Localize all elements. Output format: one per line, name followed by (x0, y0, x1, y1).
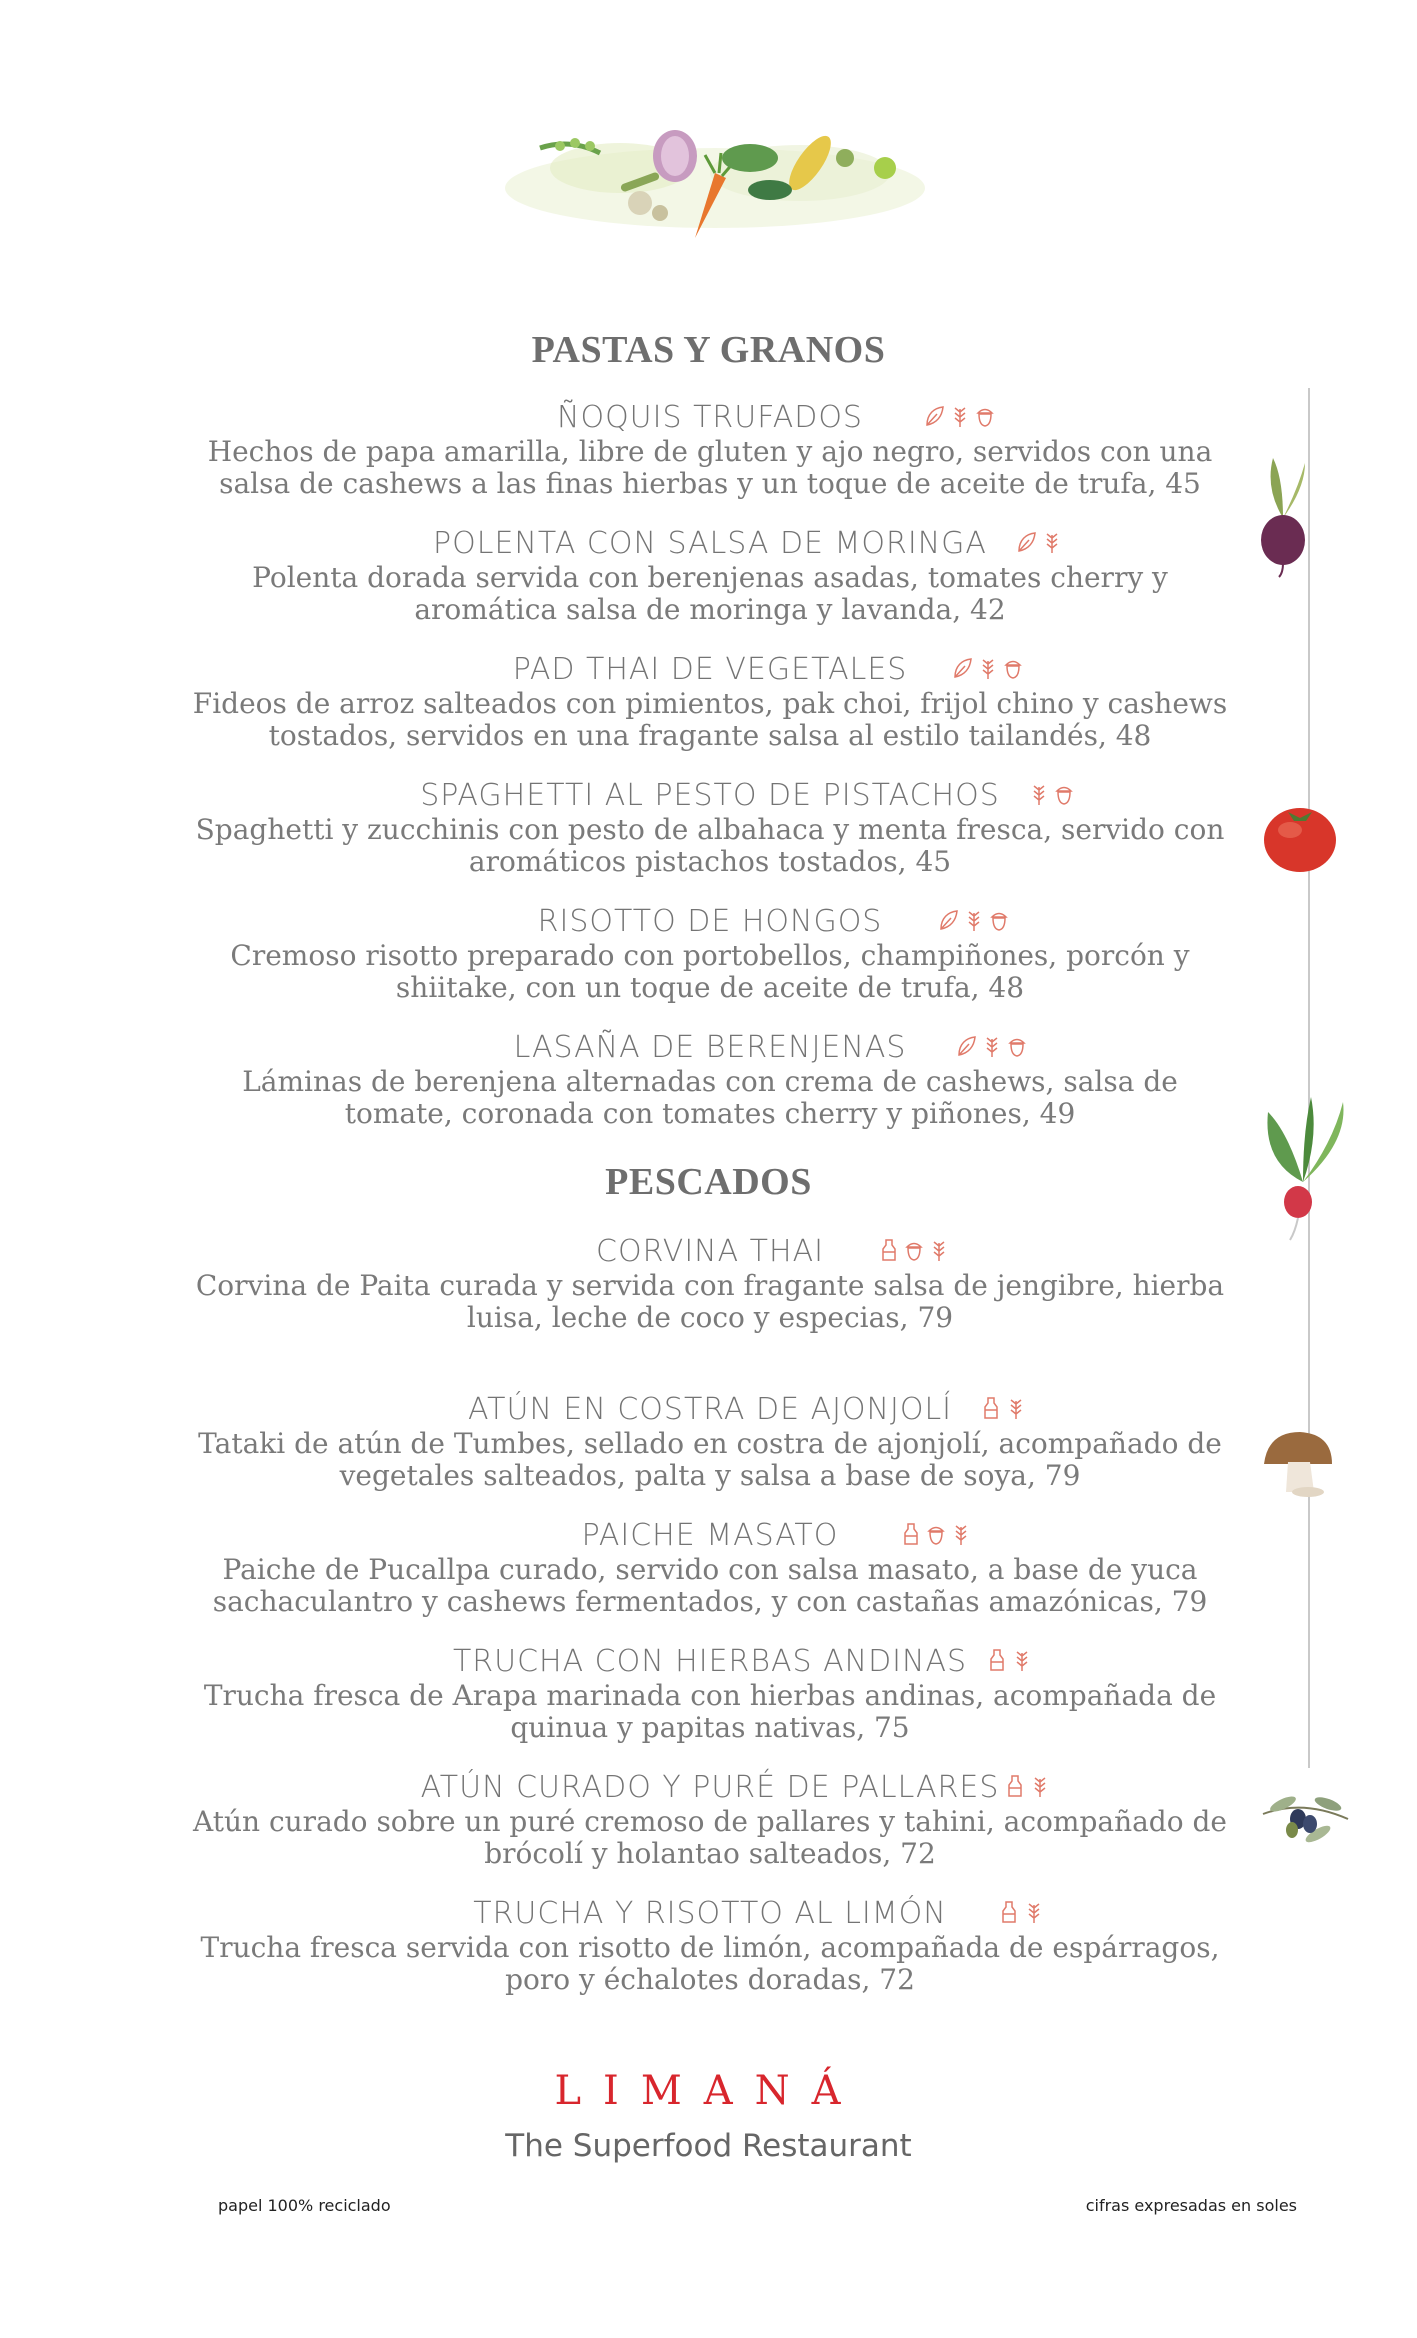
olive-branch-illustration (1258, 1764, 1353, 1864)
bottle-icon (900, 1522, 922, 1546)
dietary-icons (980, 1396, 1027, 1420)
item-name: ÑOQUIS TRUFADOS (557, 400, 863, 435)
item-name: ATÚN EN COSTRA DE AJONJOLÍ (467, 1392, 953, 1427)
dietary-icons (938, 908, 1010, 932)
item-name: PAD THAI DE VEGETALES (512, 652, 908, 687)
item-name: TRUCHA CON HIERBAS ANDINAS (452, 1644, 968, 1679)
item-description: Cremoso risotto preparado con portobellos, champiñones, porcón y shiitake, con un toque de aceite de trufa, 48 (230, 939, 1190, 1004)
item-description: Fideos de arroz salteados con pimientos, pak choi, frijol chino y cashews tostados, servidos en una fragante salsa al estilo tailandés, 48 (192, 687, 1228, 752)
nut-icon (1002, 656, 1024, 680)
bottle-icon (980, 1396, 1002, 1420)
menu-item (180, 1030, 1240, 1130)
wheat-icon (963, 908, 985, 932)
menu-item (180, 526, 1240, 626)
menu-item (180, 1896, 1240, 1996)
menu-item (180, 1392, 1240, 1492)
dietary-icons (1016, 530, 1063, 554)
wheat-icon (1023, 1900, 1045, 1924)
menu-item (180, 1770, 1240, 1870)
wheat-icon (1011, 1648, 1033, 1672)
item-name: RISOTTO DE HONGOS (537, 904, 883, 939)
wheat-icon (1029, 1774, 1051, 1798)
bottle-icon (878, 1238, 900, 1262)
wheat-icon (1028, 782, 1050, 806)
brand-logo: LIMANÁ (554, 2068, 863, 2114)
wheat-icon (950, 1522, 972, 1546)
bottle-icon (986, 1648, 1008, 1672)
leaf-icon (924, 404, 946, 428)
section-title-pastas: PASTAS Y GRANOS (531, 329, 886, 371)
nut-icon (925, 1522, 947, 1546)
recycled-paper-note: papel 100% reciclado (218, 2196, 391, 2215)
item-name: SPAGHETTI AL PESTO DE PISTACHOS (420, 778, 1000, 813)
dietary-icons (924, 404, 996, 428)
beet-illustration (1248, 448, 1318, 578)
dietary-icons (998, 1900, 1045, 1924)
item-description: Polenta dorada servida con berenjenas asadas, tomates cherry y aromática salsa de moringa y lavanda, 42 (252, 561, 1168, 626)
tomato-illustration (1260, 800, 1340, 875)
item-name: CORVINA THAI (596, 1234, 824, 1269)
nut-icon (1053, 782, 1075, 806)
menu-item (180, 652, 1240, 752)
item-description: Tataki de atún de Tumbes, sellado en costra de ajonjolí, acompañado de vegetales salteados, palta y salsa a base de soya, 79 (198, 1427, 1222, 1492)
menu-item (180, 1644, 1240, 1744)
item-description: Spaghetti y zucchinis con pesto de albahaca y menta fresca, servido con aromáticos pistachos tostados, 45 (195, 813, 1225, 878)
menu-item (180, 1234, 1240, 1334)
section-title-pescados: PESCADOS (605, 1161, 812, 1203)
leaf-icon (1016, 530, 1038, 554)
menu-item (180, 904, 1240, 1004)
item-name: POLENTA CON SALSA DE MORINGA (433, 526, 987, 561)
item-name: LASAÑA DE BERENJENAS (513, 1030, 907, 1065)
wheat-icon (949, 404, 971, 428)
wheat-icon (981, 1034, 1003, 1058)
bottle-icon (1004, 1774, 1026, 1798)
mushroom-illustration (1258, 1428, 1338, 1498)
dietary-icons (986, 1648, 1033, 1672)
item-description: Hechos de papa amarilla, libre de gluten y ajo negro, servidos con una salsa de cashews a las finas hierbas y un toque de aceite de trufa, 45 (207, 435, 1213, 500)
wheat-icon (1041, 530, 1063, 554)
vegetables-illustration (500, 128, 930, 248)
dietary-icons (900, 1522, 972, 1546)
wheat-icon (928, 1238, 950, 1262)
bottle-icon (998, 1900, 1020, 1924)
leaf-icon (956, 1034, 978, 1058)
nut-icon (1006, 1034, 1028, 1058)
item-description: Paiche de Pucallpa curado, servido con salsa masato, a base de yuca sachaculantro y cashews fermentados, y con castañas amazónicas, 79 (212, 1553, 1208, 1618)
item-description: Láminas de berenjena alternadas con crema de cashews, salsa de tomate, coronada con tomates cherry y piñones, 49 (242, 1065, 1178, 1130)
leaf-icon (952, 656, 974, 680)
currency-note: cifras expresadas en soles (1085, 2196, 1297, 2215)
item-description: Trucha fresca servida con risotto de limón, acompañada de espárragos, poro y échalotes doradas, 72 (200, 1931, 1220, 1996)
menu-item (180, 1518, 1240, 1618)
wheat-icon (977, 656, 999, 680)
dietary-icons (1028, 782, 1075, 806)
item-description: Atún curado sobre un puré cremoso de pallares y tahini, acompañado de brócolí y holantao salteados, 72 (193, 1805, 1227, 1870)
nut-icon (988, 908, 1010, 932)
item-name: ATÚN CURADO Y PURÉ DE PALLARES (420, 1770, 1000, 1805)
nut-icon (903, 1238, 925, 1262)
dietary-icons (1004, 1774, 1051, 1798)
item-name: PAICHE MASATO (581, 1518, 839, 1553)
item-name: TRUCHA Y RISOTTO AL LIMÓN (473, 1896, 947, 1931)
item-description: Corvina de Paita curada y servida con fragante salsa de jengibre, hierba luisa, leche de coco y especias, 79 (195, 1269, 1225, 1334)
wheat-icon (1005, 1396, 1027, 1420)
menu-item (180, 778, 1240, 878)
nut-icon (974, 404, 996, 428)
dietary-icons (878, 1238, 950, 1262)
item-description: Trucha fresca de Arapa marinada con hierbas andinas, acompañada de quinua y papitas nativas, 75 (203, 1679, 1217, 1744)
vine-line (1308, 388, 1310, 1768)
brand-tagline: The Superfood Restaurant (505, 2128, 912, 2164)
dietary-icons (952, 656, 1024, 680)
leaf-icon (938, 908, 960, 932)
menu-item (180, 400, 1240, 500)
dietary-icons (956, 1034, 1028, 1058)
